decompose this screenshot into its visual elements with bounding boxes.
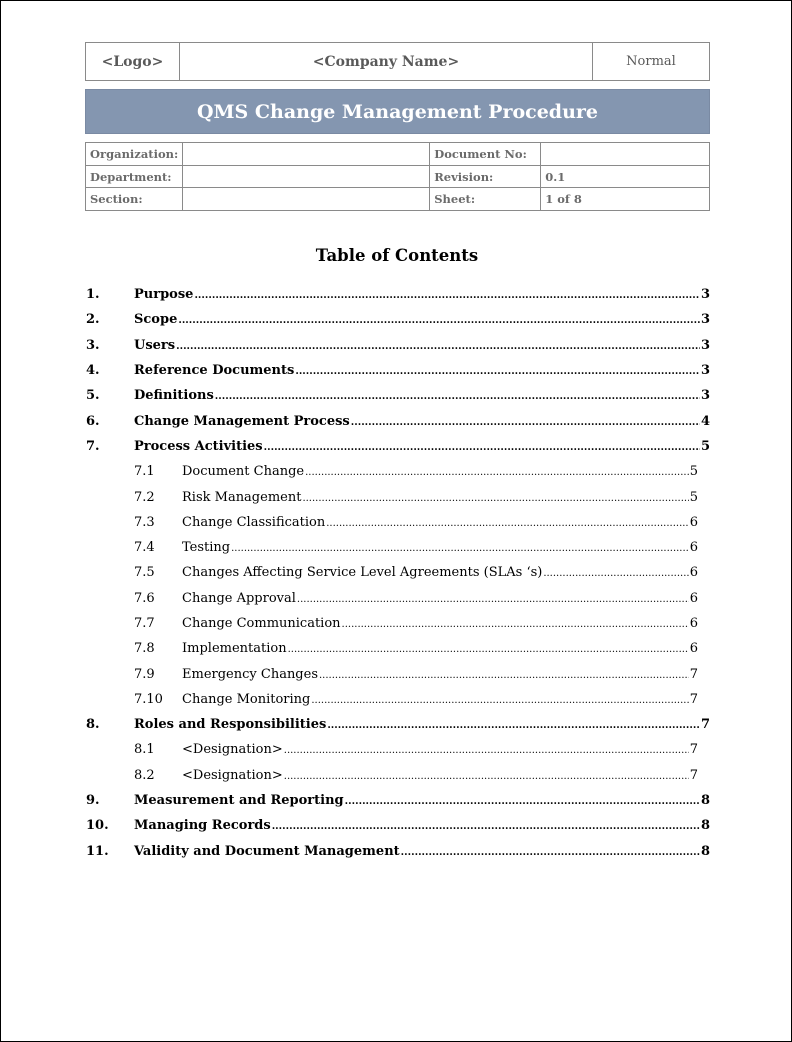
organization-value [183, 143, 430, 166]
toc-entry-number: 8.1 [134, 742, 155, 758]
toc-entry-page: 7 [700, 717, 710, 733]
toc-entry-number: 7.4 [134, 540, 155, 556]
toc-entry-page: 6 [689, 641, 698, 657]
department-value [183, 165, 430, 188]
toc-entry[interactable] [85, 434, 710, 459]
toc-dot-leader [295, 366, 700, 377]
toc-entry[interactable] [85, 282, 710, 307]
toc-entry-page: 3 [700, 363, 710, 379]
toc-entry[interactable] [85, 788, 710, 813]
toc-dot-leader [311, 695, 688, 706]
toc-entry[interactable] [85, 763, 710, 788]
section-value [183, 188, 430, 211]
document-title: QMS Change Management Procedure [85, 89, 710, 134]
toc-dot-leader [215, 391, 700, 402]
toc-dot-leader [351, 417, 700, 428]
toc-entry-number: 8. [86, 717, 100, 733]
toc-entry[interactable] [85, 687, 710, 712]
toc-dot-leader [272, 821, 700, 832]
toc-entry-page: 6 [689, 514, 698, 530]
toc-entry-line [182, 768, 698, 783]
toc-entry-number: 7.5 [134, 565, 155, 581]
info-row [86, 188, 710, 211]
info-row [86, 165, 710, 188]
toc-entry[interactable] [85, 484, 710, 509]
toc-entry-number: 2. [86, 312, 100, 328]
toc-entry-title[interactable]: Validity and Document Management [134, 843, 400, 859]
toc-entry-page: 7 [689, 666, 698, 682]
toc-entry-page: 8 [700, 818, 710, 834]
toc-dot-leader [231, 543, 689, 554]
toc-entry-line [182, 490, 698, 505]
toc-entry-page: 5 [689, 489, 698, 505]
toc-entry-title[interactable]: Document Change [182, 464, 305, 480]
toc-entry-line [134, 793, 710, 808]
toc-dot-leader [302, 493, 688, 504]
toc-entry-number: 7.7 [134, 616, 155, 631]
toc-entry-line [182, 565, 698, 580]
document-header [85, 42, 710, 81]
toc-entry-title[interactable]: Testing [182, 540, 231, 556]
toc-heading: Table of Contents [315, 246, 479, 265]
toc-entry-page: 4 [700, 413, 710, 429]
toc-entry-page: 7 [689, 767, 698, 783]
toc-entry-line [134, 717, 710, 732]
toc-dot-leader [345, 796, 700, 807]
toc-entry-page: 3 [700, 312, 710, 328]
toc-dot-leader [178, 315, 700, 326]
toc-entry-line [182, 742, 698, 757]
toc-entry[interactable] [85, 737, 710, 762]
toc-entry-title[interactable]: Managing Records [134, 818, 271, 834]
toc-entry[interactable] [85, 535, 710, 560]
toc-entry[interactable] [85, 510, 710, 535]
toc-entry-title[interactable]: Emergency Changes [182, 666, 318, 682]
toc-entry-number: 7.8 [134, 641, 155, 657]
document-no-value [541, 143, 710, 166]
department-label: Department: [86, 165, 183, 188]
toc-entry[interactable] [85, 459, 710, 484]
toc-entry[interactable] [85, 586, 710, 611]
toc-entry[interactable] [85, 383, 710, 408]
toc-dot-leader [288, 644, 689, 655]
toc-entry-line [134, 388, 710, 403]
document-info-table [85, 142, 710, 211]
toc-entry[interactable] [85, 813, 710, 838]
toc-entry-number: 9. [86, 793, 100, 809]
toc-entry-title[interactable]: Change Monitoring [182, 691, 311, 707]
toc-entry-line [182, 515, 698, 530]
toc-entry-number: 7.1 [134, 464, 155, 480]
toc-entry[interactable] [85, 636, 710, 661]
toc-entry-line [134, 338, 710, 353]
toc-entry-title[interactable]: Definitions [134, 388, 214, 404]
revision-value: 0.1 [541, 165, 710, 188]
info-row [86, 143, 710, 166]
toc-entry-number: 11. [86, 843, 109, 859]
toc-dot-leader [176, 341, 700, 352]
toc-entry-line [182, 692, 698, 707]
company-name: <Company Name> [180, 43, 593, 80]
toc-entry-page: 3 [700, 337, 710, 353]
toc-entry-title[interactable]: Purpose [134, 287, 194, 303]
document-no-label: Document No: [430, 143, 541, 166]
toc-entry-title[interactable]: Change Communication [182, 616, 341, 631]
toc-entry-title[interactable]: Measurement and Reporting [134, 793, 344, 809]
toc-entry-line [182, 464, 698, 479]
toc-entry-number: 4. [86, 363, 100, 379]
toc-entry-page: 7 [689, 691, 698, 707]
toc-dot-leader [264, 442, 700, 453]
toc-entry-title[interactable]: Users [134, 337, 176, 353]
toc-entry-page: 7 [689, 742, 698, 758]
toc-entry-line [134, 439, 710, 454]
toc-entry-line [134, 312, 710, 327]
toc-dot-leader [284, 745, 689, 756]
toc-entry-line [182, 616, 698, 631]
toc-entry-page: 3 [700, 388, 710, 404]
toc-entry-line [182, 591, 698, 606]
toc-entry-page: 6 [689, 616, 698, 631]
toc-entry-title[interactable]: <Designation> [182, 767, 283, 783]
toc-entry-line [182, 667, 698, 682]
toc-entry[interactable] [85, 839, 710, 864]
toc-entry-number: 1. [86, 287, 100, 303]
toc-entry-number: 5. [86, 388, 100, 404]
toc-entry-title[interactable]: Change Classification [182, 514, 326, 530]
toc-entry[interactable] [85, 408, 710, 433]
toc-entry-line [182, 540, 698, 555]
toc-entry-line [182, 641, 698, 656]
toc-entry[interactable] [85, 560, 710, 585]
toc-entry-number: 6. [86, 413, 100, 429]
logo-placeholder: <Logo> [86, 43, 180, 80]
toc-entry-title[interactable]: Scope [134, 312, 178, 328]
toc-dot-leader [319, 670, 689, 681]
toc-entry-page: 5 [700, 438, 710, 454]
revision-label: Revision: [430, 165, 541, 188]
toc-entry-title[interactable]: Process Activities [134, 438, 263, 454]
toc-entry-page: 8 [700, 843, 710, 859]
toc-entry-number: 7.2 [134, 489, 155, 505]
toc-entry[interactable] [85, 712, 710, 737]
toc-dot-leader [342, 619, 689, 630]
toc-entry-title[interactable]: Roles and Responsibilities [134, 717, 327, 733]
toc-dot-leader [327, 720, 700, 731]
toc-entry-number: 10. [86, 818, 109, 834]
toc-entry-page: 6 [689, 565, 698, 581]
toc-entry-title[interactable]: Implementation [182, 641, 287, 657]
toc-entry-line [134, 844, 710, 859]
toc-entry-line [134, 287, 710, 302]
toc-entry-title[interactable]: Change Management Process [134, 413, 350, 429]
section-label: Section: [86, 188, 183, 211]
toc-dot-leader [284, 771, 689, 782]
toc-dot-leader [543, 568, 688, 579]
toc-entry-number: 3. [86, 337, 100, 353]
toc-entry-title[interactable]: <Designation> [182, 742, 283, 758]
toc-entry-page: 8 [700, 793, 710, 809]
toc-entry-title[interactable]: Reference Documents [134, 363, 295, 379]
classification-status: Normal [626, 54, 676, 69]
table-of-contents [85, 282, 710, 864]
toc-entry-number: 8.2 [134, 767, 155, 783]
toc-entry-line [134, 414, 710, 429]
toc-entry[interactable] [85, 611, 710, 636]
toc-entry-page: 3 [700, 287, 710, 303]
organization-label: Organization: [86, 143, 183, 166]
toc-dot-leader [401, 847, 700, 858]
toc-dot-leader [297, 594, 689, 605]
sheet-value: 1 of 8 [541, 188, 710, 211]
toc-entry-number: 7.6 [134, 590, 155, 606]
toc-entry-number: 7.9 [134, 666, 155, 682]
toc-entry-number: 7.10 [134, 691, 163, 707]
toc-entry[interactable] [85, 333, 710, 358]
toc-entry-title[interactable]: Changes Affecting Service Level Agreements (SLAs ‘s) [182, 565, 543, 581]
toc-dot-leader [194, 290, 700, 301]
toc-dot-leader [305, 467, 689, 478]
toc-entry-number: 7. [86, 438, 100, 454]
toc-entry-page: 6 [689, 540, 698, 556]
toc-dot-leader [326, 518, 688, 529]
sheet-label: Sheet: [430, 188, 541, 211]
toc-entry-page: 6 [689, 590, 698, 606]
toc-entry-title[interactable]: Risk Management [182, 489, 302, 505]
toc-entry[interactable] [85, 358, 710, 383]
toc-entry-page: 5 [689, 464, 698, 480]
toc-entry-line [134, 363, 710, 378]
toc-entry[interactable] [85, 661, 710, 686]
toc-entry-title[interactable]: Change Approval [182, 590, 296, 606]
toc-entry[interactable] [85, 307, 710, 332]
toc-entry-number: 7.3 [134, 514, 155, 530]
toc-entry-line [134, 818, 710, 833]
